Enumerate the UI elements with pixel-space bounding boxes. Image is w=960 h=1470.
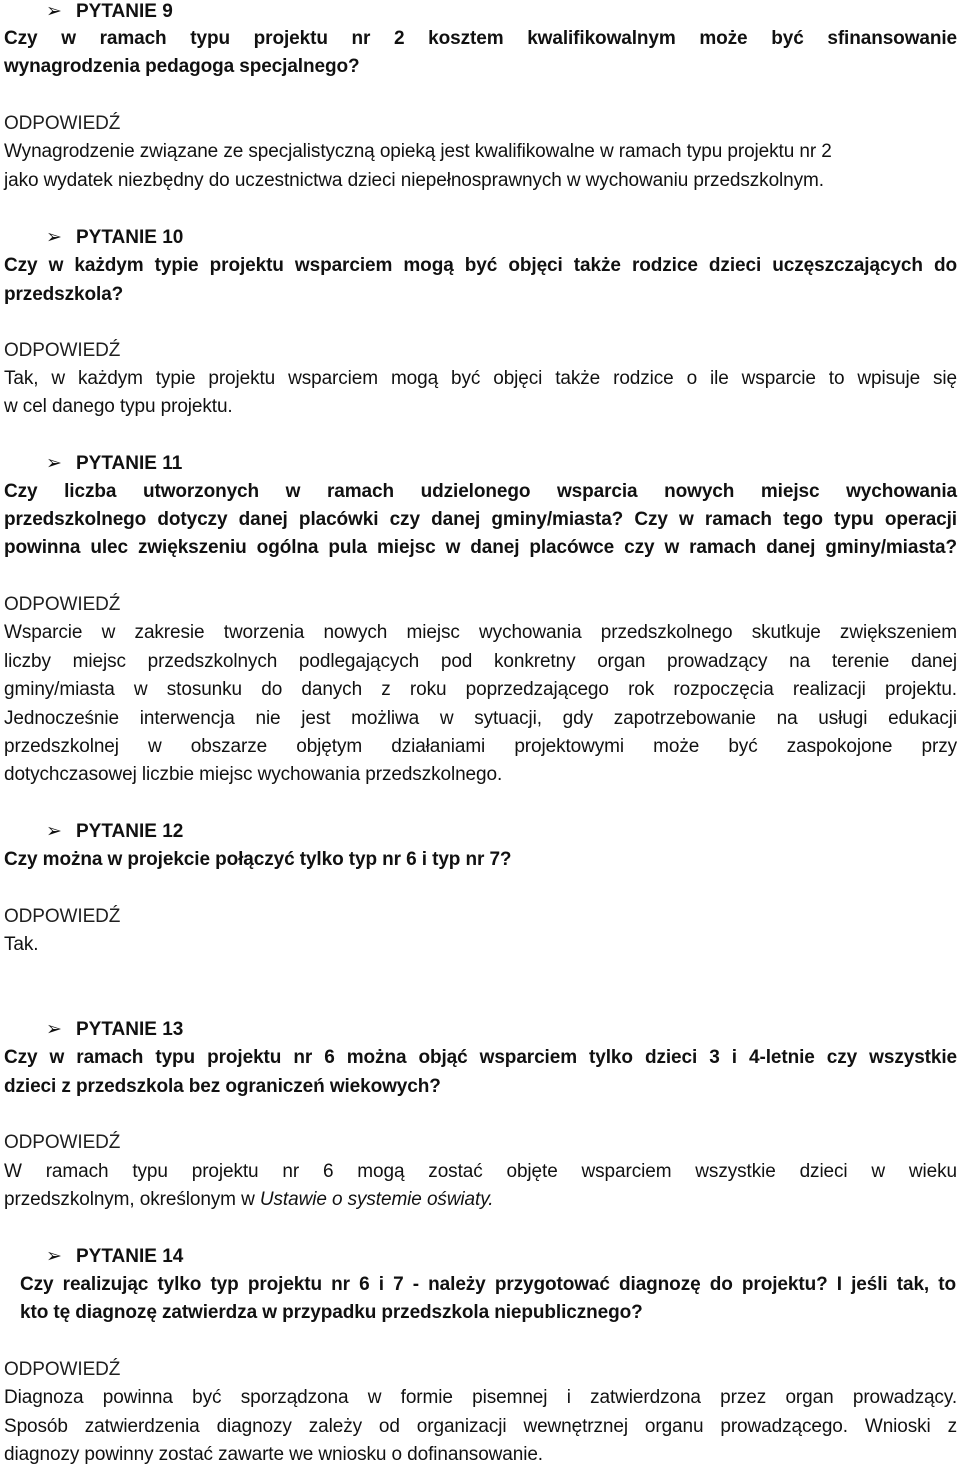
answer-line: dotychczasowej liczbie miejsc wychowania przedszkolnego. <box>4 764 503 785</box>
law-title: Ustawie o systemie oświaty. <box>259 1189 494 1210</box>
answer-label: ODPOWIEDŹ <box>4 594 121 615</box>
answer-line: gminy/miasta w stosunku do danych z roku poprzedzającego rok rozpoczęcia realizacji projektu. <box>4 679 957 700</box>
question-line: Czy liczba utworzonych w ramach udzielonego wsparcia nowych miejsc wychowania <box>4 481 957 502</box>
answer-line: diagnozy powinny zostać zawarte we wniosku o dofinansowanie. <box>4 1444 543 1465</box>
answer-label: ODPOWIEDŹ <box>4 906 121 927</box>
question-line: dzieci z przedszkola bez ograniczeń wiekowych? <box>4 1076 441 1097</box>
question-line: Czy w ramach typu projektu nr 6 można objąć wsparciem tylko dzieci 3 i 4-letnie czy wszystkie <box>4 1047 957 1068</box>
answer-line: Sposób zatwierdzenia diagnozy zależy od organizacji wewnętrznej organu prowadzącego. Wnioski z <box>4 1416 957 1437</box>
arrow-bullet-icon: ➢ <box>46 1 62 22</box>
question-heading: ➢ PYTANIE 11 <box>46 453 183 474</box>
question-heading: ➢ PYTANIE 10 <box>46 227 184 248</box>
answer-line: Jednocześnie interwencja nie jest możliwa w sytuacji, gdy zapotrzebowanie na usługi edukacji <box>4 708 957 729</box>
question-line: Czy w każdym typie projektu wsparciem mogą być objęci także rodzice dzieci uczęszczających do <box>4 255 957 276</box>
question-line: Czy realizując tylko typ projektu nr 6 i 7 - należy przygotować diagnozę do projektu? I jeśli tak, to <box>20 1274 956 1295</box>
answer-line: W ramach typu projektu nr 6 mogą zostać objęte wsparciem wszystkie dzieci w wieku <box>4 1161 957 1182</box>
answer-line: w cel danego typu projektu. <box>4 396 233 417</box>
question-line: przedszkola? <box>4 284 124 305</box>
answer-line: przedszkolnym, określonym w Ustawie o systemie oświaty. <box>4 1189 494 1210</box>
answer-line: przedszkolnej w obszarze objętym działaniami projektowymi może być zaspokojone przy <box>4 736 957 757</box>
answer-label: ODPOWIEDŹ <box>4 1132 121 1153</box>
question-line: Czy można w projekcie połączyć tylko typ nr 6 i typ nr 7? <box>4 849 512 870</box>
arrow-bullet-icon: ➢ <box>46 821 62 842</box>
answer-line: Tak. <box>4 934 39 955</box>
question-heading: ➢ PYTANIE 9 <box>46 1 173 22</box>
answer-line: Tak, w każdym typie projektu wsparciem mogą być objęci także rodzice o ile wsparcie to wpisuje się <box>4 368 957 389</box>
answer-label: ODPOWIEDŹ <box>4 340 121 361</box>
answer-line: jako wydatek niezbędny do uczestnictwa dzieci niepełnosprawnych w wychowaniu przedszkolnym. <box>4 170 824 191</box>
question-line: wynagrodzenia pedagoga specjalnego? <box>4 56 360 77</box>
question-heading: ➢ PYTANIE 14 <box>46 1246 184 1267</box>
question-line: kto tę diagnozę zatwierdza w przypadku przedszkola niepublicznego? <box>20 1302 643 1323</box>
question-line: powinna ulec zwiększeniu ogólna pula miejsc w danej placówce czy w ramach danej gminy/miasta? <box>4 537 957 558</box>
question-heading: ➢ PYTANIE 13 <box>46 1019 184 1040</box>
answer-line: Wynagrodzenie związane ze specjalistyczną opieką jest kwalifikowalne w ramach typu projektu nr 2 <box>4 141 832 162</box>
answer-line: Wsparcie w zakresie tworzenia nowych miejsc wychowania przedszkolnego skutkuje zwiększeniem <box>4 622 957 643</box>
arrow-bullet-icon: ➢ <box>46 1019 62 1040</box>
answer-line: Diagnoza powinna być sporządzona w formie pisemnej i zatwierdzona przez organ prowadzący. <box>4 1387 957 1408</box>
question-line: przedszkolnego dotyczy danej placówki czy danej gminy/miasta? Czy w ramach tego typu operacji <box>4 509 957 530</box>
answer-label: ODPOWIEDŹ <box>4 1359 121 1380</box>
question-line: Czy w ramach typu projektu nr 2 kosztem kwalifikowalnym może być sfinansowanie <box>4 28 957 49</box>
arrow-bullet-icon: ➢ <box>46 453 62 474</box>
question-heading: ➢ PYTANIE 12 <box>46 821 184 842</box>
answer-line: liczby miejsc przedszkolnych podlegających pod konkretny organ prowadzący na terenie danej <box>4 651 957 672</box>
answer-label: ODPOWIEDŹ <box>4 113 121 134</box>
arrow-bullet-icon: ➢ <box>46 227 62 248</box>
arrow-bullet-icon: ➢ <box>46 1246 62 1267</box>
